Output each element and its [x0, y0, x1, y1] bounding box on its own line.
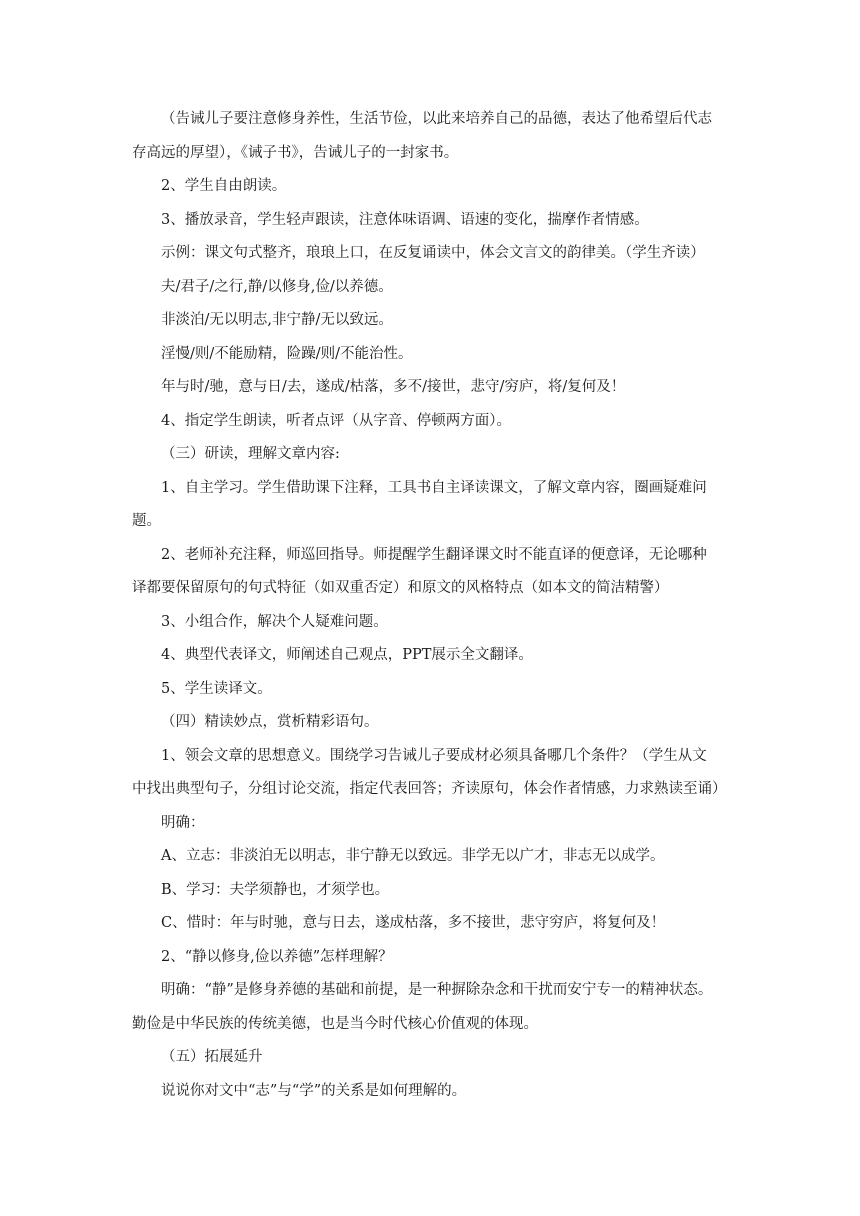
- paragraph-line: 示例：课文句式整齐，琅琅上口，在反复诵读中，体会文言文的韵律美。（学生齐读）: [161, 245, 705, 261]
- paragraph-line: 明确：“静”是修身养德的基础和前提，是一种摒除杂念和干扰而安宁专一的精神状态。: [161, 982, 713, 998]
- paragraph-line: 2、老师补充注释，师巡回指导。师提醒学生翻译课文时不能直译的便意译，无论哪种: [161, 546, 707, 563]
- paragraph-line: 4、指定学生朗读，听者点评（从字音、停顿两方面）。: [161, 412, 511, 429]
- section-heading: （三）研读，理解文章内容:: [161, 446, 340, 462]
- paragraph-line: 译都要保留原句的句式特征（如双重否定）和原文的风格特点（如本文的简洁精警）: [132, 580, 669, 596]
- paragraph-line: B、学习：夫学须静也，才须学也。: [161, 881, 390, 898]
- paragraph-line: 明确：: [161, 814, 205, 831]
- paragraph-line: 中找出典型句子，分组讨论交流，指定代表回答；齐读原句，体会作者情感，力求熟读至诵）: [132, 781, 727, 797]
- section-heading: （五）拓展延升: [161, 1049, 263, 1065]
- paragraph-line: 4、典型代表译文，师阐述自己观点，PPT展示全文翻译。: [161, 647, 533, 663]
- paragraph-line: 勤俭是中华民族的传统美德，也是当今时代核心价值观的体现。: [132, 1015, 538, 1032]
- paragraph-line: 2、学生自由朗读。: [161, 178, 287, 194]
- paragraph-line: C、惜时：年与时驰，意与日去，遂成枯落，多不接世，悲守穷庐，将复何及！: [161, 915, 666, 931]
- paragraph-line: 3、播放录音，学生轻声跟读，注意体味语调、语速的变化，揣摩作者情感。: [161, 211, 649, 228]
- document-body: [132, 103, 732, 1108]
- paragraph-line: A、立志：非淡泊无以明志，非宁静无以致远。非学无以广才，非志无以成学。: [161, 848, 665, 864]
- paragraph-line: 1、领会文章的思想意义。围绕学习告诫儿子要成材必须具备哪几个条件？（学生从文: [161, 747, 707, 764]
- paragraph-line: （告诫儿子要注意修身养性，生活节俭，以此来培养自己的品德，表达了他希望后代志: [161, 111, 712, 127]
- paragraph-line: 非淡泊/无以明志,非宁静/无以致远。: [161, 312, 393, 328]
- paragraph-line: 题。: [132, 513, 161, 529]
- paragraph-line: 2、“静以修身,俭以养德”怎样理解？: [161, 948, 393, 965]
- paragraph-line: 1、自主学习。学生借助课下注释，工具书自主译读课文，了解文章内容，圈画疑难问: [161, 479, 707, 496]
- paragraph-line: 3、小组合作，解决个人疑难问题。: [161, 613, 388, 630]
- paragraph-line: 夫/君子/之行,静/以修身,俭/以养德。: [161, 278, 393, 295]
- paragraph-line: 淫慢/则/不能励精，险躁/则/不能治性。: [161, 345, 413, 362]
- paragraph-line: 说说你对文中“志”与“学”的关系是如何理解的。: [161, 1082, 467, 1099]
- paragraph-line: 存高远的厚望），《诫子书》，告诫儿子的一封家书。: [132, 144, 459, 161]
- paragraph-line: 5、学生读译文。: [161, 680, 272, 697]
- paragraph-line: 年与时/驰，意与日/去，遂成/枯落，多不/接世，悲守/穷庐，将/复何及！: [161, 379, 626, 395]
- section-heading: （四）精读妙点，赏析精彩语句。: [161, 714, 379, 730]
